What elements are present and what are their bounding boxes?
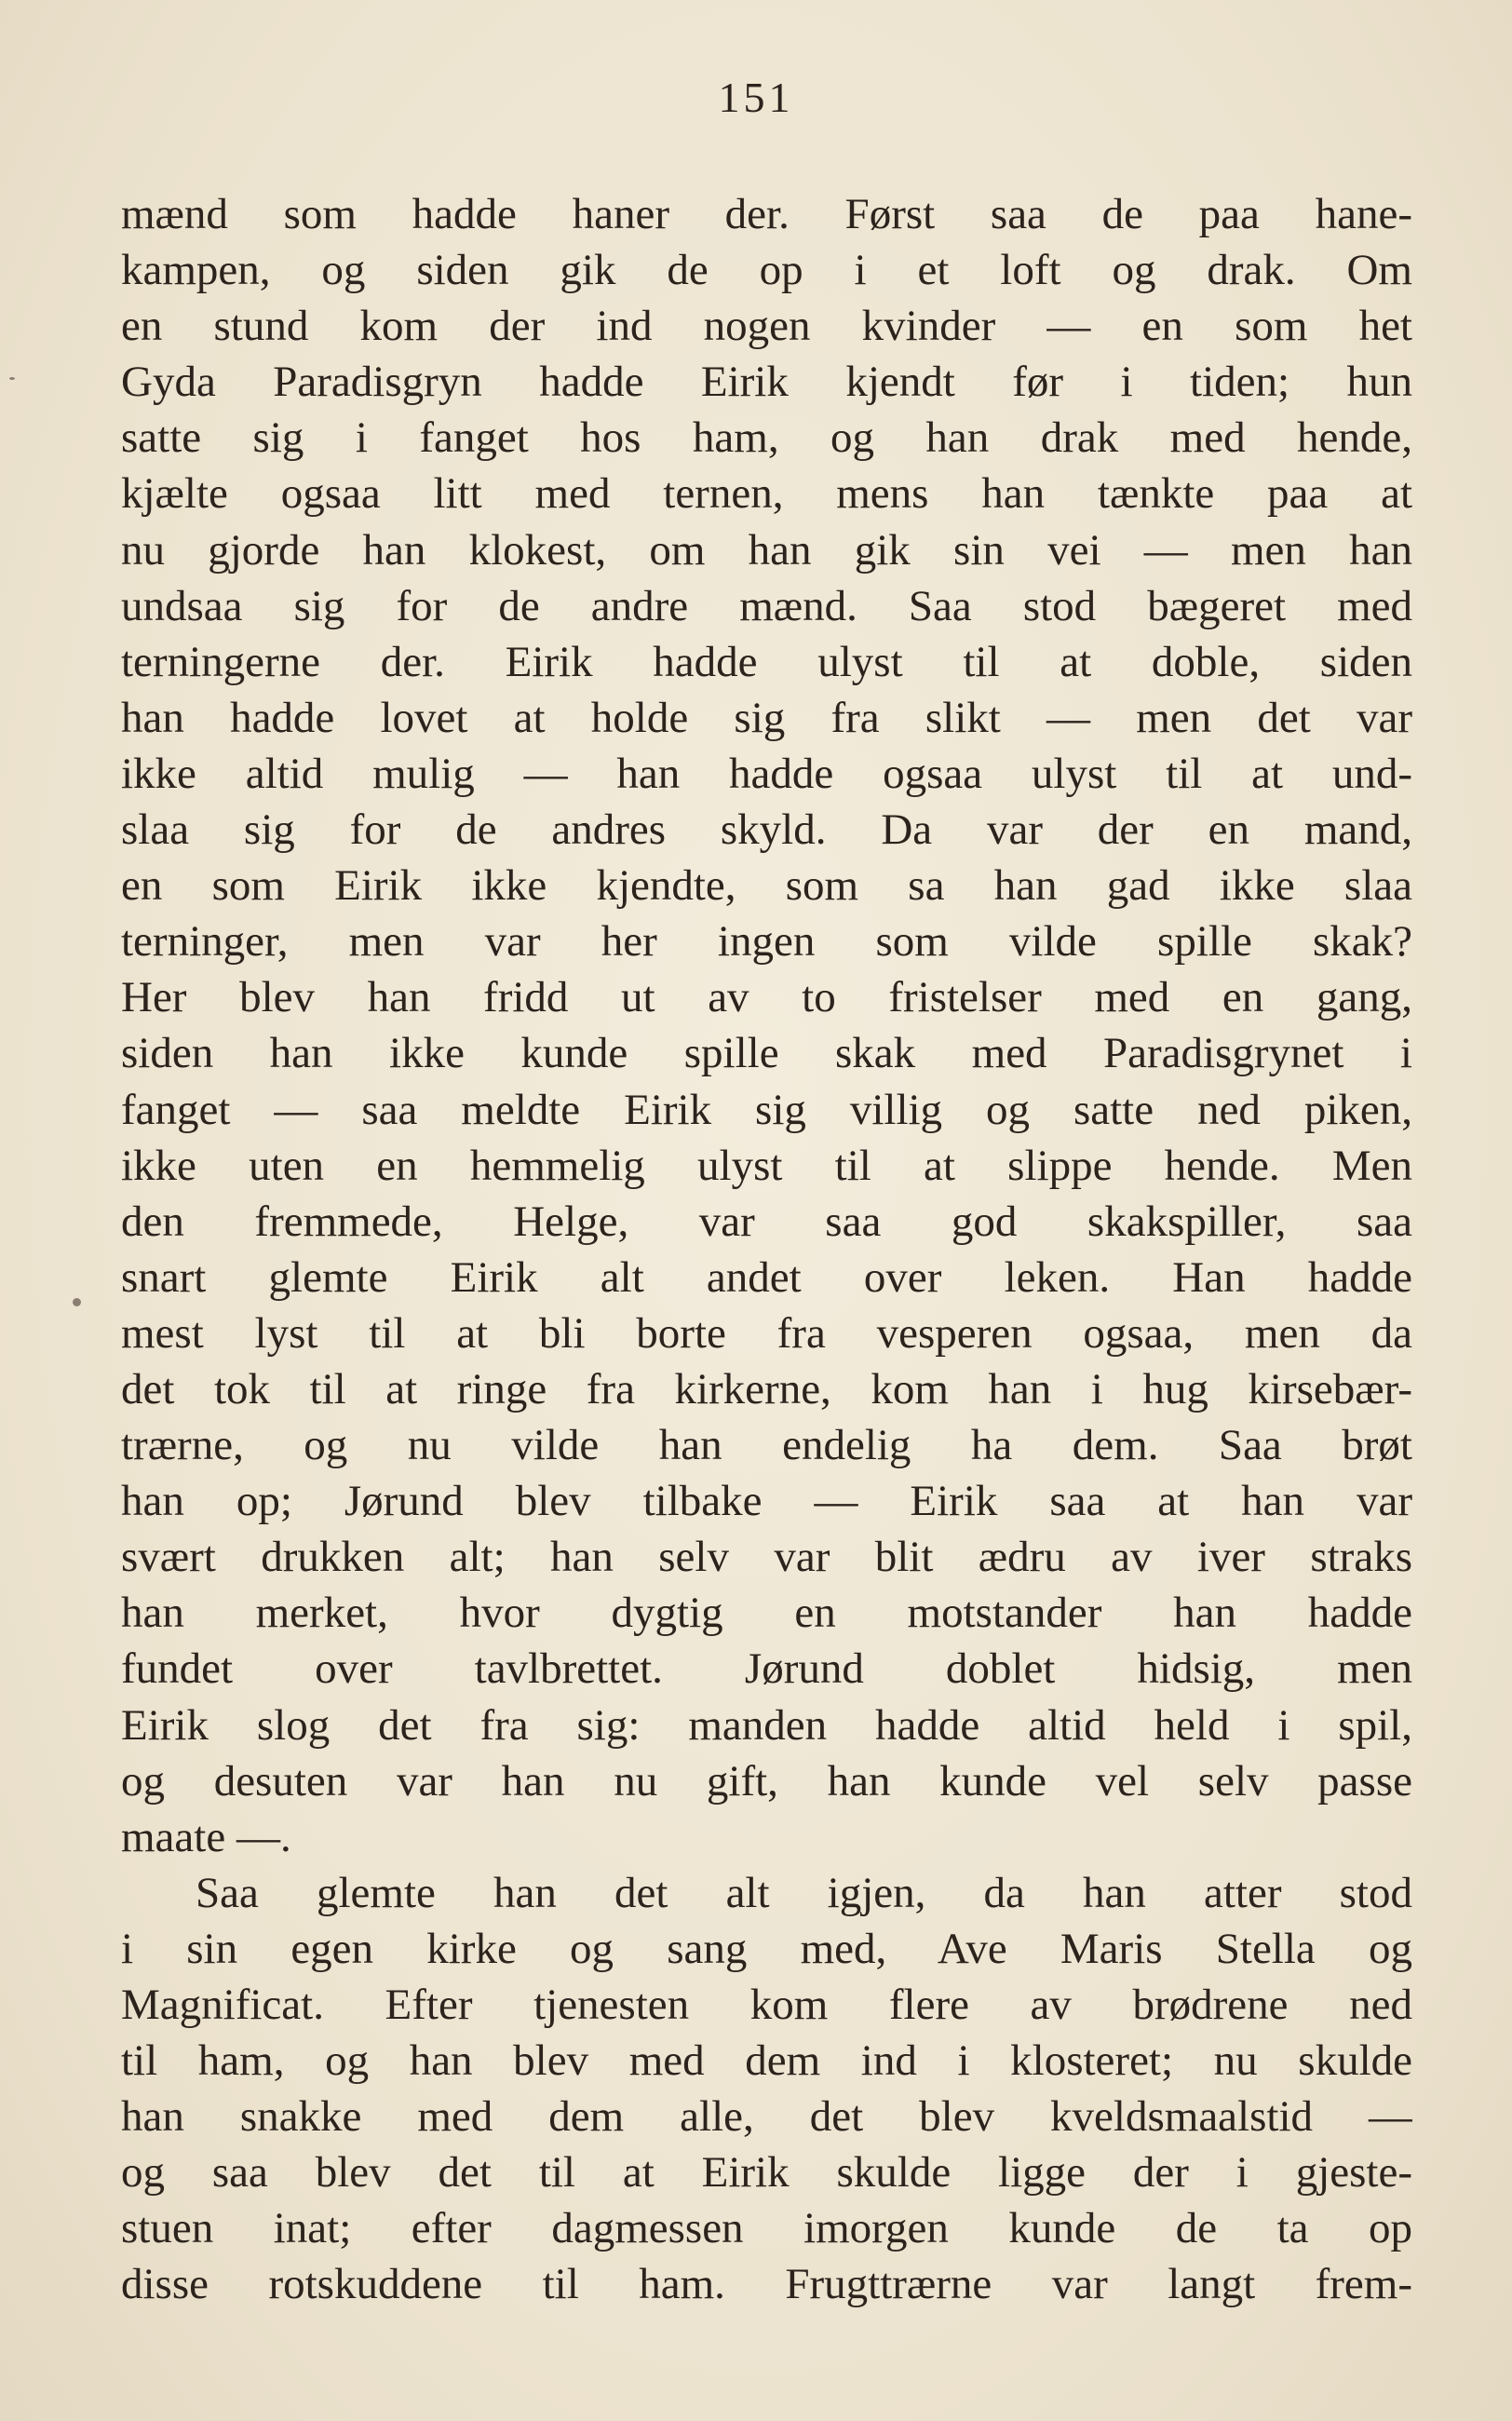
text-line: siden han ikke kunde spille skak med Paradisgrynet i (121, 1029, 1412, 1078)
paragraph (121, 1865, 1412, 2313)
page-number: 151 (718, 74, 794, 121)
text-line: ikke uten en hemmelig ulyst til at slippe hende. Men (121, 1141, 1412, 1190)
text-line: han merket, hvor dygtig en motstander han hadde (121, 1589, 1412, 1638)
text-line: snart glemte Eirik alt andet over leken. Han hadde (121, 1252, 1412, 1302)
text-line: en stund kom der ind nogen kvinder — en som het (121, 302, 1412, 351)
text-line: Eirik slog det fra sig: manden hadde altid held i spil, (121, 1700, 1412, 1750)
text-line: stuen inat; efter dagmessen imorgen kunde de ta op (121, 2204, 1412, 2253)
text-line: terninger, men var her ingen som vilde spille skak? (121, 917, 1412, 967)
paragraph (121, 186, 1412, 1865)
text-line: fundet over tavlbrettet. Jørund doblet hidsig, men (121, 1644, 1412, 1694)
text-line: Gyda Paradisgryn hadde Eirik kjendt før i tiden; hun (121, 358, 1412, 407)
text-line: kjælte ogsaa litt med ternen, mens han tænkte paa at (121, 469, 1412, 519)
text-line: han op; Jørund blev tilbake — Eirik saa at han var (121, 1477, 1412, 1526)
text-line: undsaa sig for de andre mænd. Saa stod bægeret med (121, 581, 1412, 630)
text-line: det tok til at ringe fra kirkerne, kom han i hug kirsebær- (121, 1364, 1412, 1413)
text-line: han hadde lovet at holde sig fra slikt — men det var (121, 693, 1412, 742)
text-line: ikke altid mulig — han hadde ogsaa ulyst til at und- (121, 749, 1412, 798)
text-line: i sin egen kirke og sang med, Ave Maris Stella og (121, 1924, 1412, 1973)
text-line: terningerne der. Eirik hadde ulyst til at doble, siden (121, 637, 1412, 686)
text-line: Saa glemte han det alt igjen, da han atter stod (196, 1868, 1412, 1917)
text-line: slaa sig for de andres skyld. Da var der en mand, (121, 805, 1412, 855)
text-line: mænd som hadde haner der. Først saa de paa hane- (121, 190, 1412, 238)
text-line: en som Eirik ikke kjendte, som sa han gad ikke slaa (121, 861, 1412, 911)
text-line: han snakke med dem alle, det blev kveldsmaalstid — (121, 2092, 1412, 2142)
text-line: Magnificat. Efter tjenesten kom flere av brødrene ned (121, 1981, 1412, 2029)
text-line: mest lyst til at bli borte fra vesperen ogsaa, men da (121, 1308, 1412, 1358)
text-line: fanget — saa meldte Eirik sig villig og satte ned piken, (121, 1085, 1412, 1134)
text-line: den fremmede, Helge, var saa god skakspiller, saa (121, 1197, 1412, 1246)
text-line: trærne, og nu vilde han endelig ha dem. Saa brøt (121, 1421, 1412, 1470)
text-line: og desuten var han nu gift, han kunde vel selv passe (121, 1756, 1412, 1806)
text-line: disse rotskuddene til ham. Frugttrærne var langt frem- (121, 2260, 1412, 2309)
text-line: maate —. (121, 1812, 291, 1861)
text-line: kampen, og siden gik de op i et loft og drak. Om (121, 246, 1412, 295)
text-line: til ham, og han blev med dem ind i klosteret; nu skulde (121, 2036, 1412, 2086)
text-line: satte sig i fanget hos ham, og han drak med hende, (121, 413, 1412, 463)
body-text (121, 186, 1412, 2313)
margin-speck (9, 377, 15, 380)
text-line: og saa blev det til at Eirik skulde ligge der i gjeste- (121, 2148, 1412, 2198)
margin-speck (73, 1298, 81, 1306)
text-line: Her blev han fridd ut av to fristelser med en gang, (121, 973, 1412, 1022)
text-line: nu gjorde han klokest, om han gik sin vei — men han (121, 525, 1412, 575)
text-line: svært drukken alt; han selv var blit ædru av iver straks (121, 1533, 1412, 1582)
